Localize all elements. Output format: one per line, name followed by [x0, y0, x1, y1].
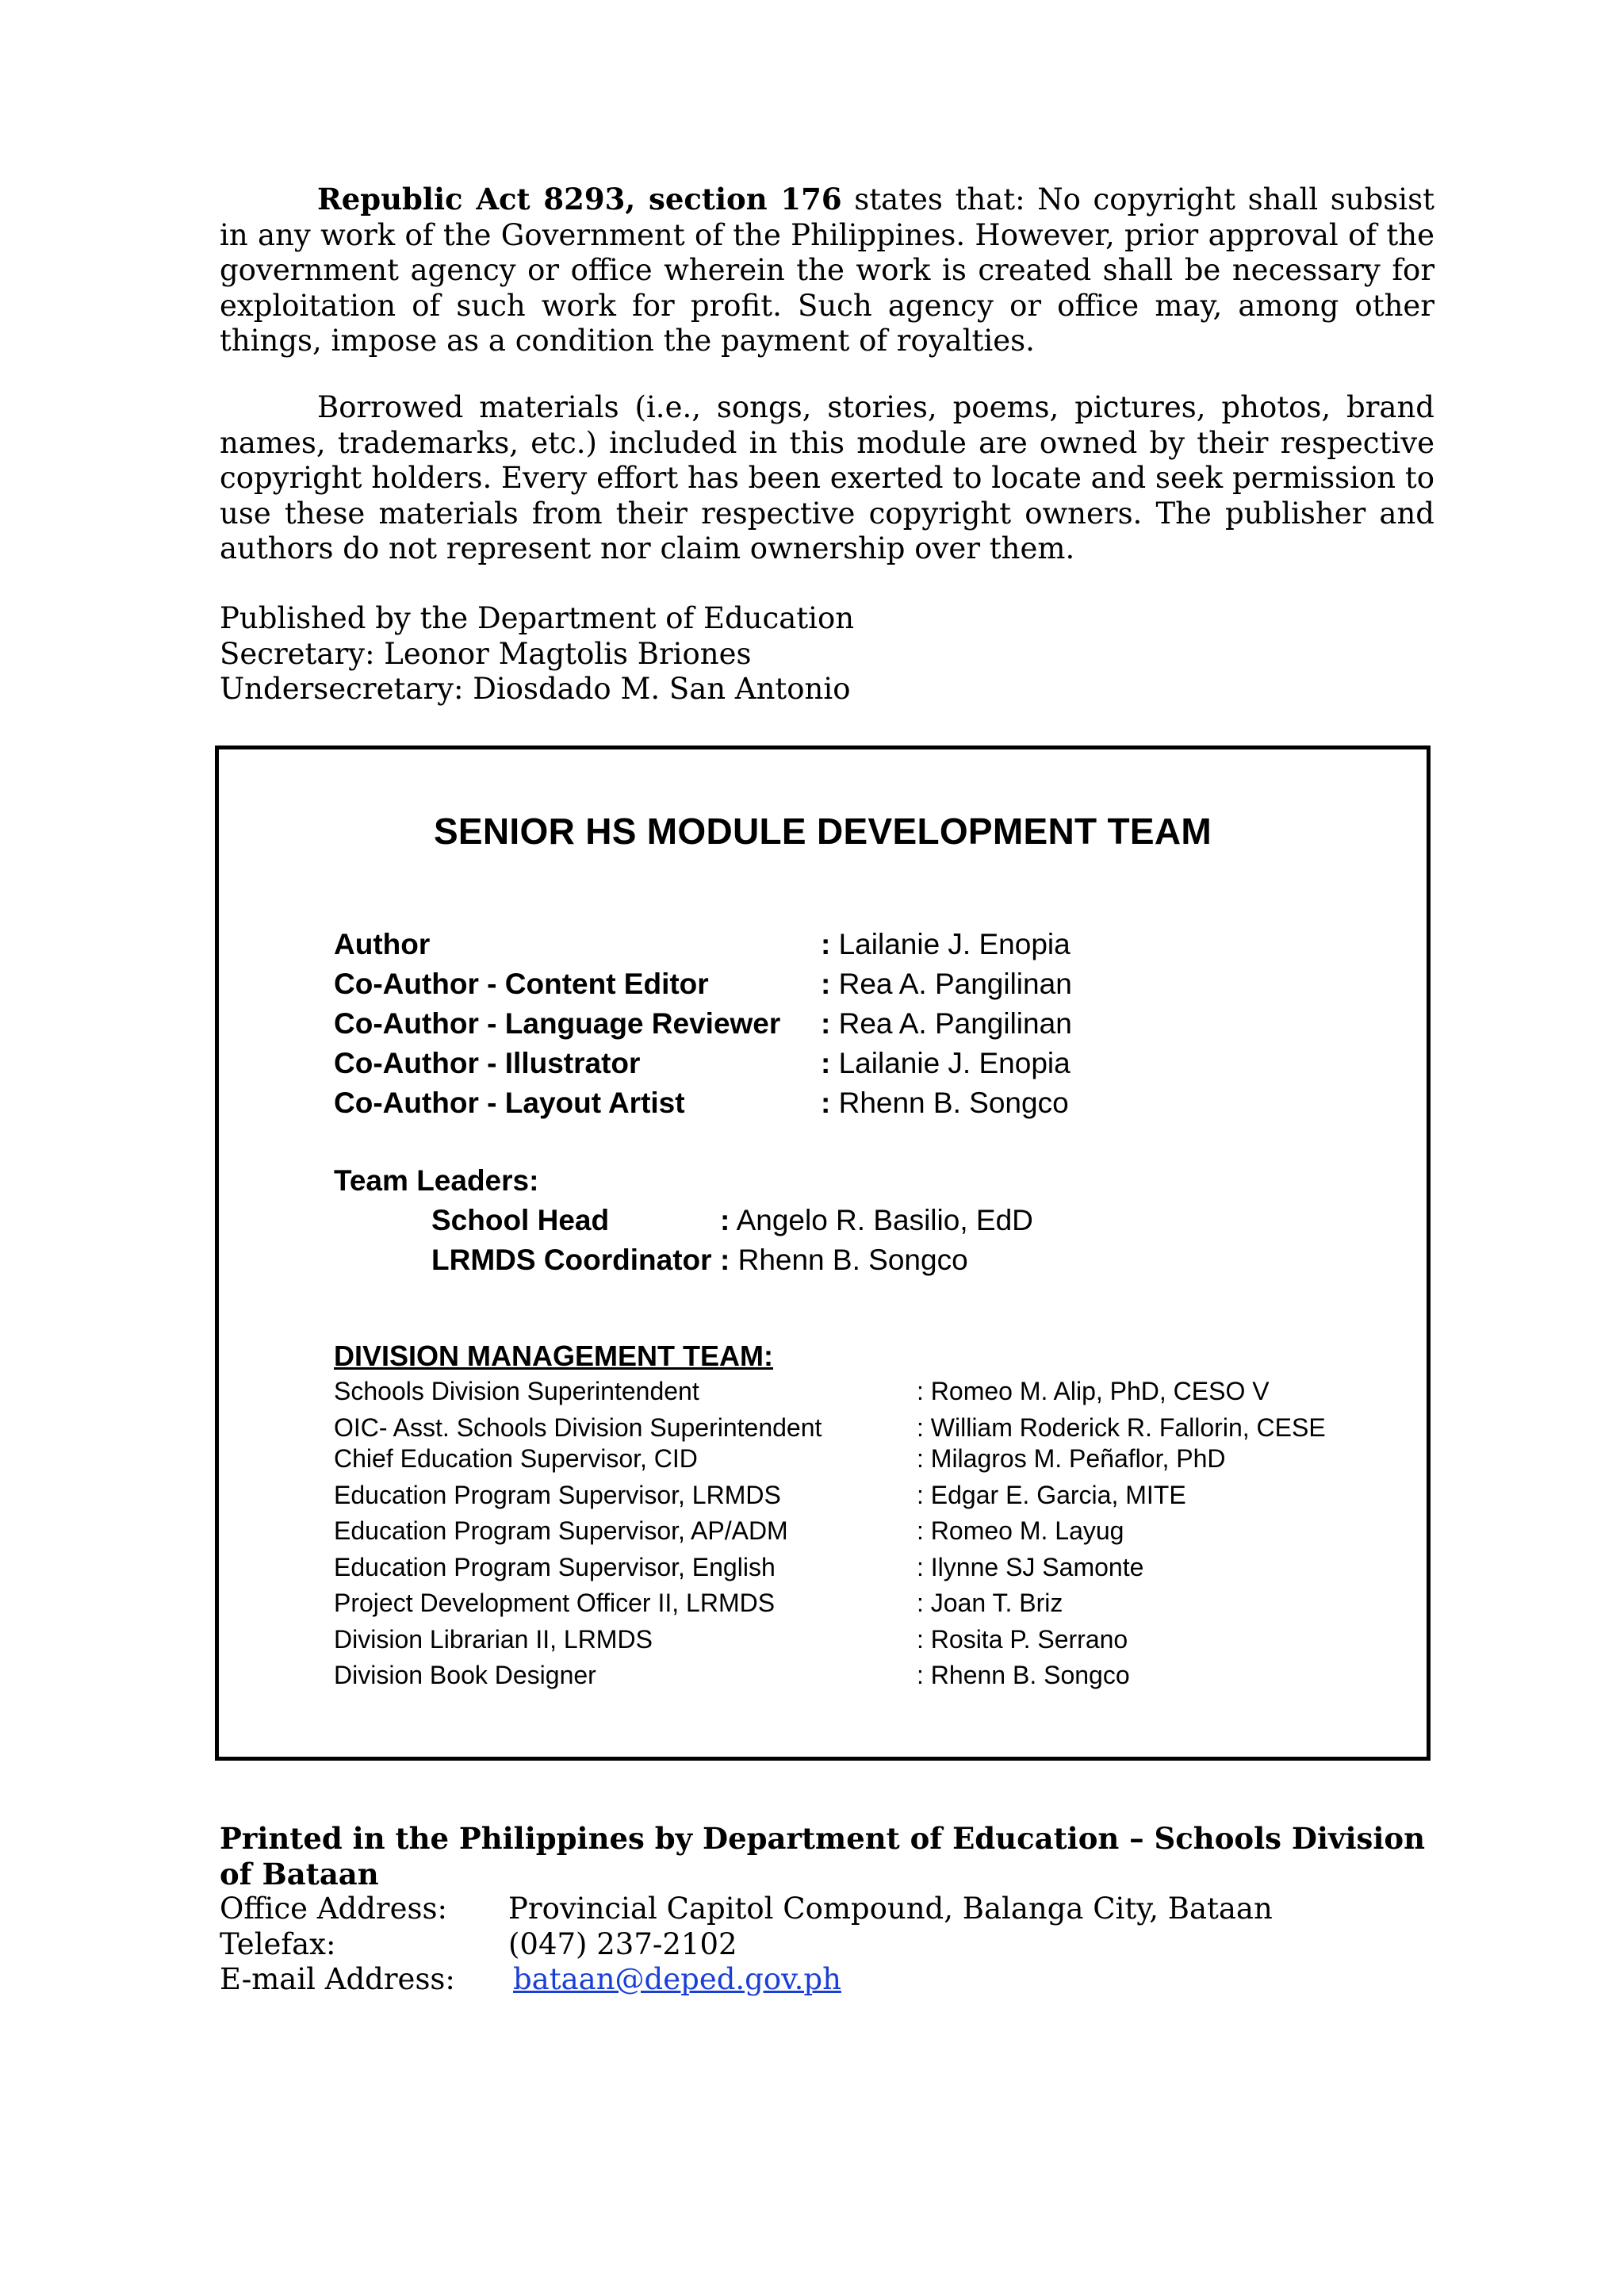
division-name: : Romeo M. Layug: [917, 1516, 1124, 1545]
footer-block: [220, 1821, 1488, 1998]
credit-name: Lailanie J. Enopia: [830, 1047, 1071, 1079]
development-team-box: [215, 746, 1431, 1761]
telefax-row: [220, 1927, 1488, 1963]
division-role: Education Program Supervisor, English: [334, 1553, 776, 1581]
credit-colon: :: [821, 1007, 831, 1040]
division-role: Education Program Supervisor, AP/ADM: [334, 1516, 788, 1545]
division-heading: DIVISION MANAGEMENT TEAM:: [334, 1340, 773, 1372]
published-by: Published by the Department of Education: [220, 601, 855, 635]
copyright-text: states that: No copyright shall subsist in any work of the Government of the Philippines. However, prior approval of the government agency or office wherein the work is created shall be necessary for exploitation of such work for profit. Such agency or office may, among other things, impose as a condition the payment of royalties.: [220, 182, 1434, 358]
credit-role: Co-Author - Content Editor: [334, 968, 709, 1000]
office-address-value: Provincial Capitol Compound, Balanga City, Bataan: [508, 1892, 1273, 1926]
publisher-block: [220, 601, 854, 707]
credit-role: Co-Author - Language Reviewer: [334, 1007, 781, 1040]
leader-name: Rhenn B. Songco: [730, 1244, 968, 1276]
credit-colon: :: [821, 1087, 831, 1119]
division-role: Education Program Supervisor, LRMDS: [334, 1481, 781, 1509]
borrowed-materials-paragraph: Borrowed materials (i.e., songs, stories, poems, pictures, photos, brand names, trademarks, etc.) included in this module are owned by their respective copyright holders. Every effort has been exerted to locate and seek permission to use these materials from their respective copyright owners. The publisher and authors do not represent nor claim ownership over them.: [220, 390, 1434, 565]
leader-role: School Head: [431, 1204, 610, 1236]
division-name: : Joan T. Briz: [917, 1589, 1063, 1617]
email-link[interactable]: bataan@deped.gov.ph: [513, 1962, 841, 1996]
division-role: Schools Division Superintendent: [334, 1377, 699, 1405]
team-title: SENIOR HS MODULE DEVELOPMENT TEAM: [433, 811, 1212, 852]
division-role: OIC- Asst. Schools Division Superintendent: [334, 1413, 822, 1442]
credit-name: Rhenn B. Songco: [830, 1087, 1069, 1119]
telefax-value: (047) 237-2102: [508, 1926, 737, 1961]
credit-role: Co-Author - Layout Artist: [334, 1087, 685, 1119]
division-name: : Edgar E. Garcia, MITE: [917, 1481, 1186, 1509]
copyright-paragraph: [220, 182, 1434, 359]
telefax-label: Telefax:: [220, 1926, 336, 1961]
division-role: Division Book Designer: [334, 1661, 596, 1689]
email-label: E-mail Address:: [220, 1962, 455, 1996]
division-name: : Rhenn B. Songco: [917, 1661, 1130, 1689]
secretary: Secretary: Leonor Magtolis Briones: [220, 636, 752, 671]
division-name: : Milagros M. Peñaflor, PhD: [917, 1444, 1226, 1473]
republic-act-reference: Republic Act 8293, section 176: [317, 182, 842, 217]
division-name: : Rosita P. Serrano: [917, 1625, 1128, 1654]
credit-role: Author: [334, 928, 431, 960]
credit-name: Rea A. Pangilinan: [830, 968, 1072, 1000]
credit-colon: :: [821, 1047, 831, 1079]
email-row: [220, 1962, 1488, 1998]
credit-colon: :: [821, 928, 831, 960]
leader-name: Angelo R. Basilio, EdD: [730, 1204, 1033, 1236]
division-role: Project Development Officer II, LRMDS: [334, 1589, 776, 1617]
credit-name: Rea A. Pangilinan: [830, 1007, 1072, 1040]
leader-colon: :: [720, 1244, 730, 1276]
credit-colon: :: [821, 968, 831, 1000]
division-name: : Ilynne SJ Samonte: [917, 1553, 1144, 1581]
leader-colon: :: [720, 1204, 730, 1236]
division-name: : Romeo M. Alip, PhD, CESO V: [917, 1377, 1270, 1405]
undersecretary: Undersecretary: Diosdado M. San Antonio: [220, 672, 851, 706]
leader-role: LRMDS Coordinator: [431, 1244, 712, 1276]
office-address-label: Office Address:: [220, 1892, 447, 1926]
division-name: : William Roderick R. Fallorin, CESE: [917, 1413, 1326, 1442]
office-address-row: [220, 1892, 1488, 1927]
team-leaders-heading: Team Leaders:: [334, 1164, 539, 1197]
credit-name: Lailanie J. Enopia: [830, 928, 1071, 960]
credit-role: Co-Author - Illustrator: [334, 1047, 641, 1079]
division-role: Division Librarian II, LRMDS: [334, 1625, 653, 1654]
printed-by: Printed in the Philippines by Department of Education – Schools Division of Bataan: [220, 1821, 1425, 1892]
division-role: Chief Education Supervisor, CID: [334, 1444, 698, 1473]
